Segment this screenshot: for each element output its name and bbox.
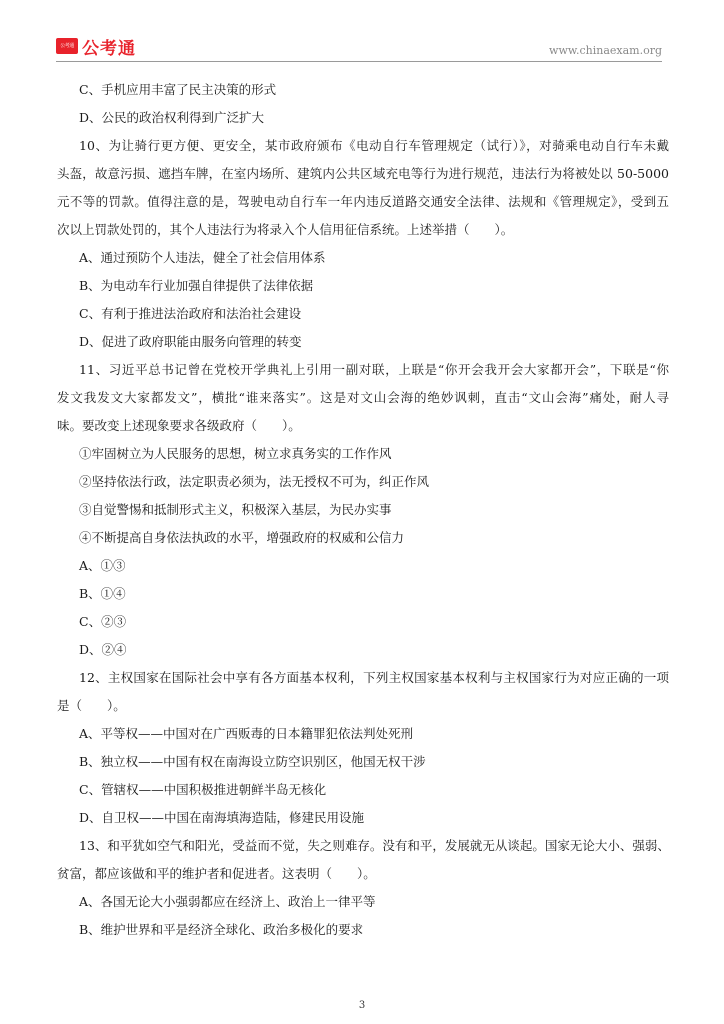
- statement-2-q11: ②坚持依法行政，法定职责必须为，法无授权不可为，纠正作风: [79, 474, 430, 489]
- question-10-line-3: 元不等的罚款。值得注意的是，驾驶电动自行车一年内违反道路交通安全法律、法规和《管理规定》，受到五: [57, 194, 669, 209]
- option-d-q12: D、自卫权——中国在南海填海造陆，修建民用设施: [79, 810, 365, 825]
- question-12-line-1: 12、主权国家在国际社会中享有各方面基本权利，下列主权国家基本权利与主权国家行为对应正确的一项: [79, 670, 669, 685]
- logo-badge-icon: 公考通: [56, 38, 78, 54]
- question-11-line-2: 发文我发文大家都发文”，横批“谁来落实”。这是对文山会海的绝妙讽刺，直击“文山会海”痛处，耐人寻: [57, 390, 669, 405]
- question-10-line-4: 次以上罚款处罚的，其个人违法行为将录入个人信用征信系统。上述举措（ ）。: [57, 222, 514, 237]
- logo-text: 公考通: [82, 38, 136, 59]
- option-b-q11: B、①④: [79, 586, 126, 601]
- logo[interactable]: [56, 36, 136, 59]
- statement-4-q11: ④不断提高自身依法执政的水平，增强政府的权威和公信力: [79, 530, 405, 545]
- option-a-q10: A、通过预防个人违法，健全了社会信用体系: [79, 250, 326, 265]
- option-a-q13: A、各国无论大小强弱都应在经济上、政治上一律平等: [79, 894, 376, 909]
- question-13-line-2: 贫富，都应该做和平的维护者和促进者。这表明（ ）。: [57, 866, 376, 881]
- page-header: [0, 0, 724, 64]
- option-a-q11: A、①③: [79, 558, 126, 573]
- question-12-line-2: 是（ ）。: [57, 698, 126, 713]
- question-13-line-1: 13、和平犹如空气和阳光，受益而不觉，失之则难存。没有和平，发展就无从谈起。国家无论大小、强弱、: [79, 838, 670, 853]
- option-a-q12: A、平等权——中国对在广西贩毒的日本籍罪犯依法判处死刑: [79, 726, 414, 741]
- question-10-line-1: 10、为让骑行更方便、更安全，某市政府颁布《电动自行车管理规定（试行）》，对骑乘电动自行车未戴: [79, 138, 669, 153]
- header-divider: [56, 61, 662, 62]
- site-url-link[interactable]: www.chinaexam.org: [549, 44, 662, 57]
- option-c-q12: C、管辖权——中国积极推进朝鲜半岛无核化: [79, 782, 327, 797]
- question-11-line-3: 味。要改变上述现象要求各级政府（ ）。: [57, 418, 301, 433]
- option-c-q11: C、②③: [79, 614, 127, 629]
- option-d-q9: D、公民的政治权利得到广泛扩大: [79, 110, 265, 125]
- option-b-q13: B、维护世界和平是经济全球化、政治多极化的要求: [79, 922, 364, 937]
- option-c-q9: C、手机应用丰富了民主决策的形式: [79, 82, 277, 97]
- option-b-q10: B、为电动车行业加强自律提供了法律依据: [79, 278, 314, 293]
- option-b-q12: B、独立权——中国有权在南海设立防空识别区，他国无权干涉: [79, 754, 426, 769]
- statement-1-q11: ①牢固树立为人民服务的思想，树立求真务实的工作作风: [79, 446, 392, 461]
- option-c-q10: C、有利于推进法治政府和法治社会建设: [79, 306, 302, 321]
- option-d-q11: D、②④: [79, 642, 127, 657]
- question-11-line-1: 11、习近平总书记曾在党校开学典礼上引用一副对联，上联是“你开会我开会大家都开会”，下联是“你: [79, 362, 669, 377]
- document-body: [57, 76, 669, 944]
- page-number: 3: [358, 1000, 366, 1011]
- statement-3-q11: ③自觉警惕和抵制形式主义，积极深入基层，为民办实事: [79, 502, 392, 517]
- option-d-q10: D、促进了政府职能由服务向管理的转变: [79, 334, 302, 349]
- question-10-line-2: 头盔，故意污损、遮挡车牌，在室内场所、建筑内公共区域充电等行为进行规范，违法行为将被处以 50-5000: [57, 166, 669, 181]
